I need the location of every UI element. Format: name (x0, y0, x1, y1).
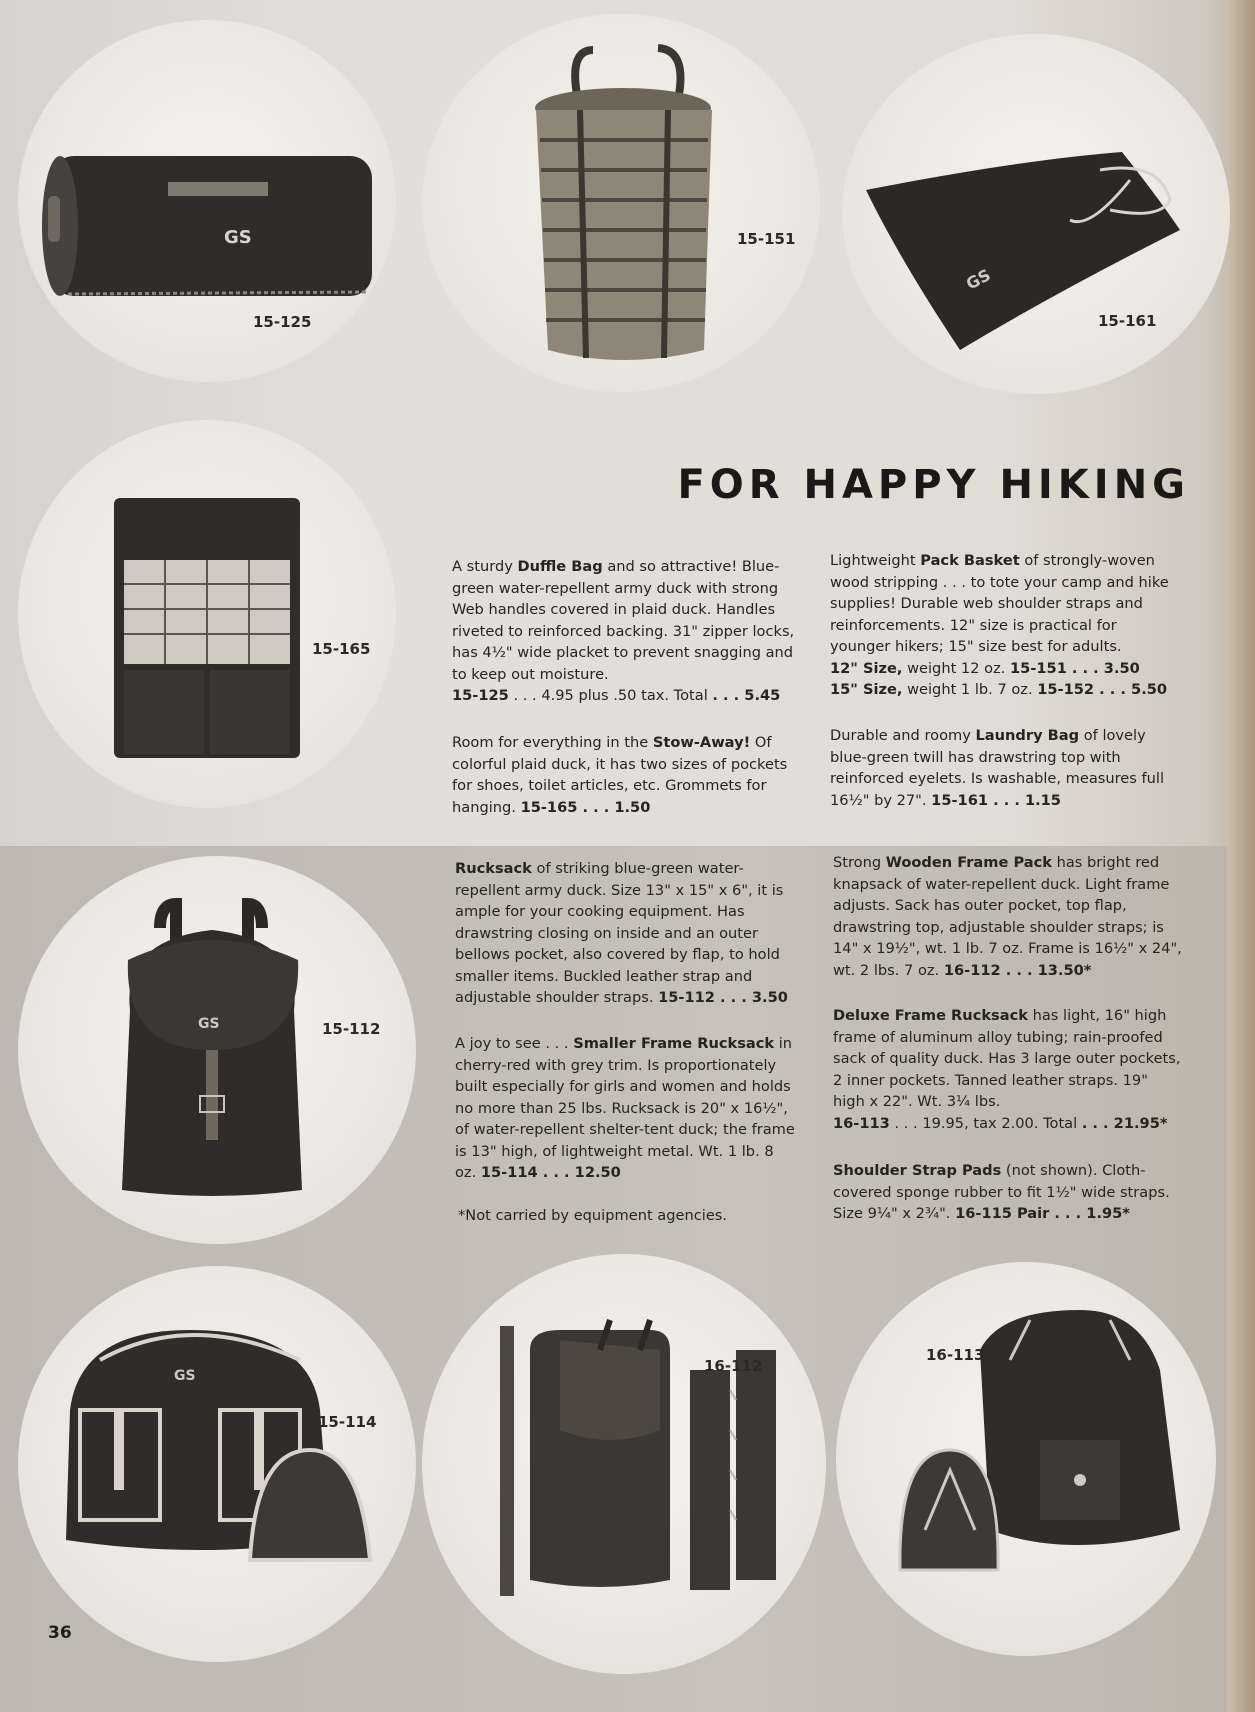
smaller-rucksack-image (60, 1300, 400, 1600)
text: and so attractive! Blue-green water-repellent army duck with strong Web handles covered in plaid duck. Handles riveted to reinforced backing. 31" zipper locks, has 4½" wide placket to prevent snagging and to keep out moisture. (452, 558, 795, 683)
text: weight 12 oz. (902, 659, 1011, 677)
footnote: *Not carried by equipment agencies. (458, 1207, 728, 1224)
size-15-label: 15" Size, (830, 681, 903, 698)
text: . . . 19.95, tax 2.00. Total (889, 1114, 1082, 1132)
laundry-bag-name: Laundry Bag (975, 727, 1080, 744)
wooden-frame-image (490, 1310, 800, 1600)
duffle-bag-code: 15-125 (253, 313, 312, 331)
text: Durable and roomy (830, 727, 976, 744)
rucksack-price: 15-112 . . . 3.50 (658, 989, 788, 1006)
deluxe-rucksack-name: Deluxe Frame Rucksack (833, 1007, 1028, 1024)
page-number: 36 (48, 1623, 72, 1643)
pack-basket-code: 15-151 (737, 230, 796, 248)
text: Lightweight (830, 552, 921, 569)
deluxe-rucksack-code: 16-113 (926, 1346, 985, 1364)
rucksack-image (112, 900, 312, 1202)
shoulder-pads-name: Shoulder Strap Pads (833, 1162, 1002, 1179)
duffle-bag-price-code: 15-125 (452, 687, 509, 704)
wooden-frame-price: 16-112 . . . 13.50* (943, 961, 1092, 979)
text: in cherry-red with grey trim. Is proportionately built especially for girls and women and holds no more than 25 lbs. Rucksack is 20" x 16½", of water-repellent shelter-tent duck; the frame is 13" high, of lightweight metal. Wt. 1 lb. 8 oz. (455, 1035, 795, 1181)
wooden-frame-description (833, 852, 1183, 981)
text: Room for everything in the (452, 734, 653, 751)
stow-away-image (110, 494, 310, 764)
text: of striking blue-green water-repellent army duck. Size 13" x 15" x 6", it is ample for your cooking equipment. Has drawstring closing on inside and an outer bellows pocket, also covered by flap, to hold smaller items. Buckled leather strap and adjustable shoulder straps. (455, 860, 784, 1006)
duffle-bag-description (452, 556, 802, 707)
laundry-bag-price: 15-161 . . . 1.15 (931, 791, 1061, 809)
duffle-bag-image (38, 148, 388, 308)
text: of lovely blue-green twill has drawstring top with reinforced eyelets. Is washable, measures full 16½" by 27". (830, 727, 1165, 809)
text: . . . 4.95 plus .50 tax. Total (508, 687, 713, 704)
text: has light, 16" high frame of aluminum alloy tubing; rain-proofed sack of quality duck. Has 3 large outer pockets, 2 inner pockets. Tanned leather straps. 19" high x 22". Wt. 3¼ lbs. (833, 1007, 1181, 1110)
size-12-label: 12" Size, (830, 659, 903, 677)
svg-text:GS: GS (198, 1016, 220, 1032)
svg-text:GS: GS (962, 265, 994, 294)
shoulder-pads-description (833, 1160, 1183, 1225)
pack-basket-description (830, 550, 1176, 701)
page-spine-edge (1227, 0, 1255, 1712)
size-15-price: 15-152 . . . 5.50 (1037, 681, 1168, 698)
smaller-rucksack-price: 15-114 . . . 12.50 (480, 1164, 621, 1181)
stow-away-description (452, 732, 802, 818)
deluxe-rucksack-image (880, 1290, 1220, 1590)
stow-away-name: Stow-Away! (652, 734, 751, 751)
duffle-bag-total: . . . 5.45 (712, 687, 781, 704)
text: A joy to see . . . (455, 1035, 574, 1052)
stow-away-code: 15-165 (312, 640, 371, 658)
laundry-bag-description (830, 725, 1176, 811)
text: has bright red knapsack of water-repellent duck. Light frame adjusts. Sack has outer pocket, top flap, drawstring top, adjustable shoulder straps; is 14" x 19½", wt. 1 lb. 7 oz. Frame is 16½" x 24", wt. 2 lbs. 7 oz. (833, 854, 1182, 979)
rucksack-code: 15-112 (322, 1020, 381, 1038)
shoulder-pads-price: 16-115 Pair . . . 1.95* (955, 1205, 1130, 1222)
size-12-price: 15-151 . . . 3.50 (1010, 659, 1140, 677)
text: Of colorful plaid duck, it has two sizes of pockets for shoes, toilet articles, etc. Grommets for hanging. (452, 734, 788, 816)
duffle-bag-name: Duffle Bag (517, 558, 603, 575)
text: Strong (833, 854, 886, 871)
text: (not shown). Cloth-covered sponge rubber to fit 1½" wide straps. Size 9¼" x 2¾". (833, 1162, 1170, 1222)
laundry-bag-code: 15-161 (1098, 312, 1157, 330)
smaller-rucksack-name: Smaller Frame Rucksack (573, 1035, 775, 1052)
svg-text:GS: GS (174, 1368, 196, 1384)
rucksack-description (455, 858, 797, 1009)
stow-away-price: 15-165 . . . 1.50 (520, 798, 651, 816)
text: A sturdy (452, 558, 518, 575)
deluxe-rucksack-total: . . . 21.95* (1081, 1114, 1168, 1132)
rucksack-name: Rucksack (455, 860, 532, 877)
text: of strongly-woven wood stripping . . . to tote your camp and hike supplies! Durable web shoulder straps and reinforcements. 12" size is practical for younger hikers; 15" size best for adults. (830, 552, 1169, 655)
pack-basket-image (508, 40, 738, 370)
smaller-rucksack-description (455, 1033, 797, 1184)
svg-text:GS: GS (224, 227, 252, 248)
text: weight 1 lb. 7 oz. (902, 681, 1038, 698)
pack-basket-name: Pack Basket (920, 552, 1020, 569)
deluxe-rucksack-price-code: 16-113 (833, 1114, 890, 1132)
smaller-rucksack-code: 15-114 (318, 1413, 377, 1431)
wooden-frame-code: 16-112 (704, 1357, 763, 1375)
wooden-frame-name: Wooden Frame Pack (885, 854, 1052, 871)
page-title: FOR HAPPY HIKING (677, 462, 1190, 508)
deluxe-rucksack-description (833, 1005, 1183, 1134)
